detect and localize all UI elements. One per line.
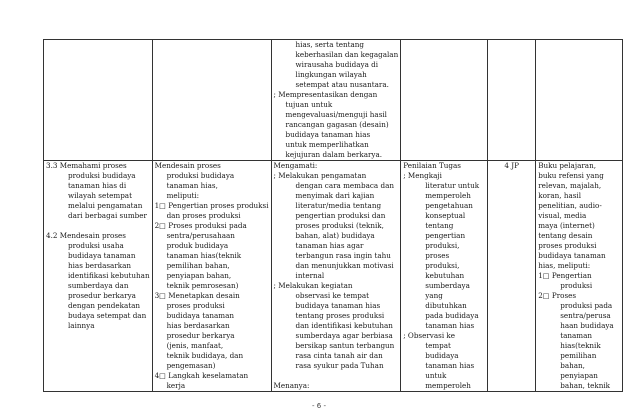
- table-cell-empty: [152, 40, 271, 161]
- text-line: produksi budidaya: [166, 171, 235, 180]
- text-line: lainnya: [68, 321, 95, 330]
- text-line: hias(teknik: [560, 341, 601, 350]
- text-line: produksi,: [425, 261, 460, 270]
- text-line: melalui pengamatan: [68, 201, 143, 210]
- text-line: Buku pelajaran,: [538, 161, 596, 170]
- text-line: (jenis, manfaat,: [166, 341, 224, 350]
- text-line: kebutuhan: [425, 271, 465, 280]
- syllabus-table: [43, 39, 623, 392]
- text-line: sentra/perusa: [560, 311, 611, 320]
- text-line: kerja: [166, 381, 186, 390]
- text-line: tempat: [425, 341, 451, 350]
- penilaian-cell: [401, 161, 488, 392]
- text-line: produksi: [560, 281, 593, 290]
- text-line: tentang proses produksi: [295, 311, 385, 320]
- text-line: wirausaha budidaya di: [295, 60, 379, 69]
- text-line: untuk memperlihatkan: [285, 140, 369, 149]
- text-line: memperoleh: [425, 381, 471, 390]
- text-line: mengevaluasi/menguji hasil: [285, 110, 387, 119]
- text-line: budidaya tanaman: [166, 311, 235, 320]
- text-line: bahan,: [560, 361, 585, 370]
- text-line: bersikap santun terbangun: [295, 341, 395, 350]
- top-activities-cell: [271, 40, 401, 161]
- table-row: [44, 161, 623, 392]
- text-line: ; Melakukan pengamatan: [273, 171, 367, 180]
- text-line: dan identifikasi kebutuhan: [295, 321, 393, 330]
- text-line: 3.3 Memahami proses: [46, 161, 127, 170]
- text-line: hias berdasarkan: [166, 321, 230, 330]
- text-line: Mendesain proses: [154, 161, 221, 170]
- text-line: 4□ Langkah keselamatan: [154, 371, 249, 380]
- text-line: wilayah setempat: [68, 191, 132, 200]
- text-line: dengan cara membaca dan: [295, 181, 394, 190]
- text-line: dibutuhkan: [425, 301, 467, 310]
- text-line: rasa cinta tanah air dan: [295, 351, 383, 360]
- text-line: prosedur berkarya: [166, 331, 235, 340]
- text-line: penelitian, audio-: [538, 201, 602, 210]
- text-line: proses: [425, 251, 450, 260]
- text-line: terbangun rasa ingin tahu: [295, 251, 391, 260]
- text-line: observasi ke tempat: [295, 291, 370, 300]
- text-line: proses produksi (teknik,: [295, 221, 384, 230]
- text-line: tujuan untuk: [285, 100, 333, 109]
- text-line: [274, 371, 399, 381]
- text-line: konseptual: [425, 211, 466, 220]
- text-line: produksi usaha: [68, 241, 124, 250]
- text-line: rasa syukur pada Tuhan: [295, 361, 384, 370]
- text-line: sentra/perusahaan: [166, 231, 235, 240]
- text-line: hias berdasarkan: [68, 261, 132, 270]
- text-line: 1□ Pengertian proses produksi: [154, 201, 269, 210]
- text-line: 4.2 Mendesain proses: [46, 231, 126, 240]
- text-line: kejujuran dalam berkarya.: [285, 150, 383, 159]
- text-line: Mengamati:: [273, 161, 318, 170]
- kompetensi-dasar-cell: [44, 161, 153, 392]
- table-row: [44, 40, 623, 161]
- alokasi-waktu-cell: [488, 161, 536, 392]
- text-line: teknik pemrosesan): [166, 281, 239, 290]
- text-line: pengemasan): [166, 361, 216, 370]
- text-line: dengan pendekatan: [68, 301, 141, 310]
- table-cell-empty: [44, 40, 153, 161]
- text-line: Penilaian Tugas: [403, 161, 461, 170]
- text-line: hias, meliputi:: [538, 261, 591, 270]
- text-line: bahan, alat) budidaya: [295, 231, 375, 240]
- text-line: yang: [425, 291, 443, 300]
- text-line: Menanya:: [273, 381, 310, 390]
- text-line: dan menunjukkan motivasi: [295, 261, 394, 270]
- text-line: visual, media: [538, 211, 587, 220]
- text-line: keberhasilan dan kegagalan: [295, 50, 399, 59]
- text-line: setempat atau nusantara.: [295, 80, 389, 89]
- text-line: produksi budidaya: [68, 171, 136, 180]
- text-line: ; Mengkaji: [403, 171, 442, 180]
- page-number: - 6 -: [312, 402, 326, 410]
- text-line: ; Mempresentasikan dengan: [273, 90, 378, 99]
- text-line: budidaya tanaman hias: [285, 130, 371, 139]
- text-line: literatur untuk: [425, 181, 480, 190]
- text-line: pada budidaya: [425, 311, 479, 320]
- text-line: tanaman hias agar: [295, 241, 364, 250]
- text-line: tanaman: [560, 331, 593, 340]
- text-line: penyiapan bahan,: [166, 271, 232, 280]
- text-line: internal: [295, 271, 325, 280]
- text-line: sumberdaya agar berbiasa: [295, 331, 393, 340]
- text-line: proses produksi: [538, 241, 597, 250]
- text-line: menyimak dari kajian: [295, 191, 375, 200]
- text-line: produksi,: [425, 241, 460, 250]
- text-line: budidaya tanaman: [68, 251, 136, 260]
- text-line: maya (internet): [538, 221, 595, 230]
- text-line: tanaman hias: [425, 361, 475, 370]
- text-line: dari berbagai sumber: [68, 211, 147, 220]
- text-line: pengertian produksi dan: [295, 211, 386, 220]
- text-line: proses produksi: [166, 301, 225, 310]
- text-line: 2□ Proses produksi pada: [154, 221, 247, 230]
- text-line: koran, hasil: [538, 191, 582, 200]
- text-line: rancangan gagasan (desain): [285, 120, 389, 129]
- text-line: tanaman hias: [425, 321, 475, 330]
- text-line: pengertian: [425, 231, 466, 240]
- text-line: meliputi:: [166, 191, 200, 200]
- text-line: [46, 221, 150, 231]
- text-line: pengetahuan: [425, 201, 473, 210]
- text-line: tanaman hias(teknik: [166, 251, 242, 260]
- text-line: 3□ Menetapkan desain: [154, 291, 240, 300]
- text-line: penyiapan: [560, 371, 598, 380]
- text-line: bahan, teknik: [560, 381, 610, 390]
- text-line: budaya setempat dan: [68, 311, 147, 320]
- sumber-belajar-cell: [536, 161, 623, 392]
- text-line: tanaman hias di: [68, 181, 127, 190]
- text-line: dan proses produksi: [166, 211, 241, 220]
- text-line: literatur/media tentang: [295, 201, 382, 210]
- kegiatan-cell: [271, 161, 401, 392]
- text-line: untuk: [425, 371, 447, 380]
- text-line: relevan, majalah,: [538, 181, 602, 190]
- text-line: haan budidaya: [560, 321, 614, 330]
- text-line: produksi pada: [560, 301, 613, 310]
- table-cell-empty: [401, 40, 488, 161]
- text-line: pemilihan: [560, 351, 597, 360]
- text-line: tentang desain: [538, 231, 593, 240]
- text-line: sumberdaya dan: [68, 281, 129, 290]
- text-line: 1□ Pengertian: [538, 271, 592, 280]
- text-line: tentang: [425, 221, 454, 230]
- table-cell-empty: [488, 40, 536, 161]
- time-allocation: 4 JP: [504, 161, 519, 170]
- text-line: teknik budidaya, dan: [166, 351, 244, 360]
- text-line: tanaman hias,: [166, 181, 218, 190]
- text-line: 2□ Proses: [538, 291, 577, 300]
- text-line: prosedur berkarya: [68, 291, 136, 300]
- text-line: memperoleh: [425, 191, 471, 200]
- text-line: pemilihan bahan,: [166, 261, 230, 270]
- text-line: buku refensi yang: [538, 171, 604, 180]
- text-line: lingkungan wilayah: [295, 70, 367, 79]
- text-line: sumberdaya: [425, 281, 470, 290]
- text-line: budidaya tanaman: [538, 251, 606, 260]
- text-line: identifikasi kebutuhan: [68, 271, 150, 280]
- text-line: hias, serta tentang: [295, 40, 364, 49]
- table-cell-empty: [536, 40, 623, 161]
- materi-cell: [152, 161, 271, 392]
- text-line: ; Observasi ke: [403, 331, 456, 340]
- text-line: budidaya: [425, 351, 459, 360]
- text-line: ; Melakukan kegiatan: [273, 281, 353, 290]
- text-line: budidaya tanaman hias: [295, 301, 381, 310]
- text-line: produk budidaya: [166, 241, 229, 250]
